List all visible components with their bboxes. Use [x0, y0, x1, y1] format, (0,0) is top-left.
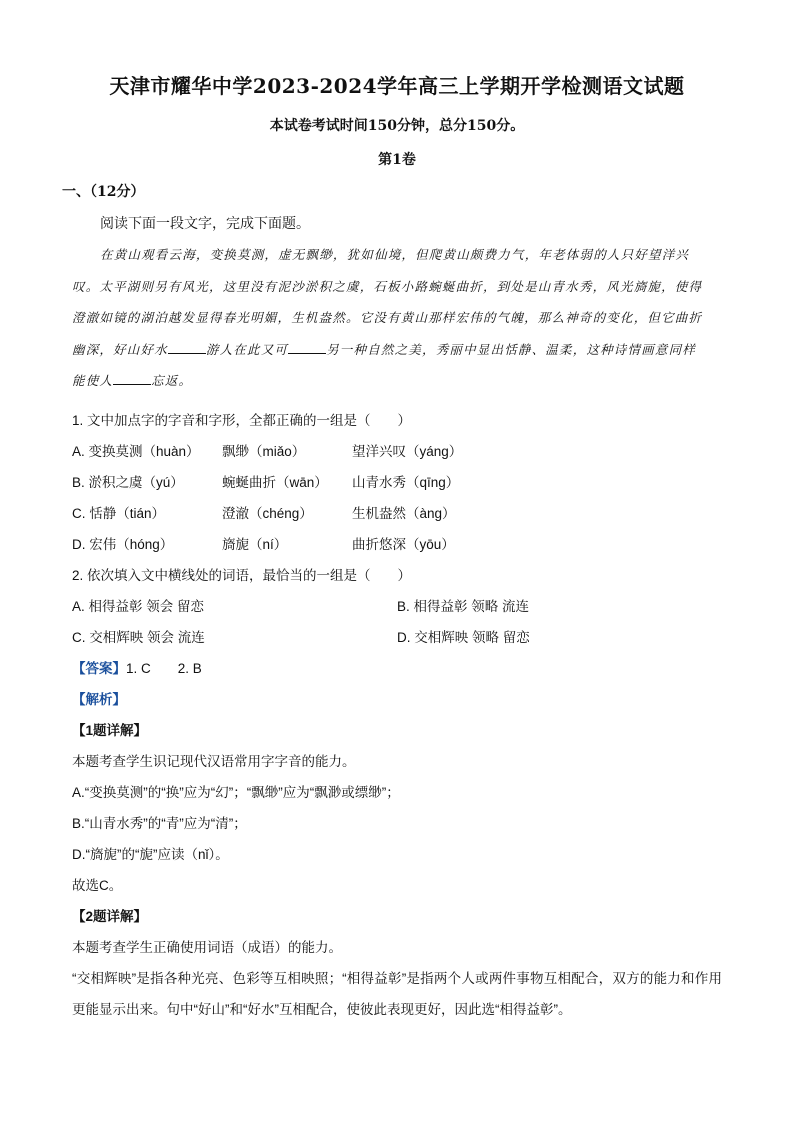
q2-option-c: C. 交相辉映 领会 流连 — [72, 629, 205, 645]
passage-fragment: 能使人 — [72, 373, 114, 388]
instruction: 阅读下面一段文字，完成下面题。 — [100, 216, 310, 232]
passage-line: 澄澈如镜的湖泊越发显得春光明媚，生机盎然。它没有黄山那样宏伟的气魄，那么神奇的变化，但它曲折 — [72, 310, 703, 325]
fill-blank-3 — [113, 372, 151, 385]
page-title: 天津市耀华中学2023-2024学年高三上学期开学检测语文试题 — [109, 74, 685, 98]
section-heading: 一、（12分） — [62, 184, 145, 200]
option-part: 望洋兴叹（yáng） — [352, 443, 463, 459]
passage-fragment: 忘返。 — [151, 373, 193, 388]
option-part: B. 淤积之虞（yú） — [72, 474, 184, 490]
detail-1-text: 故选C。 — [72, 877, 123, 893]
passage-line: 叹。太平湖则另有风光，这里没有泥沙淤积之虞，石板小路蜿蜒曲折，到处是山青水秀，风光旖旎，使得 — [72, 278, 703, 294]
passage-fragment: 幽深，好山好水 — [72, 341, 168, 357]
answer-line — [72, 653, 722, 684]
question-2-stem: 2. 依次填入文中横线处的词语，最恰当的一组是（ ） — [72, 567, 412, 583]
detail-2-explanation: “交相辉映”是指各种光亮、色彩等互相映照；“相得益彰”是指两个人或两件事物互相配合，双方的能力和作用更能显示出来。句中“好山”和“好水”互相配合，使彼此表现更好，因此选“相得益彰”。 — [72, 970, 722, 1017]
q2-options-row-2 — [72, 622, 722, 653]
option-part: 旖旎（ní） — [222, 536, 288, 552]
option-part: 蜿蜒曲折（wān） — [222, 474, 328, 490]
detail-2-text: 本题考查学生正确使用词语（成语）的能力。 — [72, 939, 342, 955]
q1-option-a — [72, 436, 722, 467]
q2-options-row-1 — [72, 591, 722, 622]
question-1-stem: 1. 文中加点字的字音和字形，全都正确的一组是（ ） — [72, 412, 412, 428]
option-part: C. 恬静（tián） — [72, 505, 166, 521]
passage-fragment: 游人在此又可 — [205, 341, 289, 357]
reading-passage — [72, 239, 722, 397]
analysis-tag: 【解析】 — [72, 691, 126, 707]
option-part: 曲折悠深（yōu） — [352, 536, 455, 552]
q1-option-b — [72, 467, 722, 498]
answer-text: 1. C 2. B — [126, 660, 202, 676]
passage-line — [72, 365, 722, 397]
fill-blank-2 — [288, 341, 326, 354]
detail-2-heading: 【2题详解】 — [72, 908, 148, 924]
detail-1-text: 本题考查学生识记现代汉语常用字字音的能力。 — [72, 753, 356, 769]
passage-line — [72, 334, 722, 366]
detail-1-text: B.“山青水秀”的“青”应为“清”； — [72, 815, 247, 831]
exam-info: 本试卷考试时间150分钟，总分150分。 — [269, 118, 525, 134]
passage-fragment: 另一种自然之美，秀丽中显出恬静、温柔，这种诗情画意同样 — [326, 341, 697, 357]
option-part: 山青水秀（qīng） — [352, 474, 460, 490]
q1-option-c — [72, 498, 722, 529]
detail-1-text: D.“旖旎”的“旎”应读（nǐ）。 — [72, 846, 229, 862]
q2-option-b: B. 相得益彰 领略 流连 — [397, 598, 530, 614]
q1-option-d — [72, 529, 722, 560]
passage-line: 在黄山观看云海，变换莫测，虚无飘缈，犹如仙境，但爬黄山颇费力气，年老体弱的人只好望洋兴 — [100, 247, 690, 262]
detail-1-text: A.“变换莫测”的“换”应为“幻”；“飘缈”应为“飘渺或缥缈”； — [72, 784, 400, 800]
option-part: A. 变换莫测（huàn） — [72, 443, 200, 459]
option-part: 飘缈（miǎo） — [222, 443, 306, 459]
detail-1-heading: 【1题详解】 — [72, 722, 148, 738]
q2-option-d: D. 交相辉映 领略 留恋 — [397, 629, 530, 645]
answer-tag: 【答案】 — [72, 660, 126, 676]
q2-option-a: A. 相得益彰 领会 留恋 — [72, 598, 205, 614]
option-part: D. 宏伟（hóng） — [72, 536, 174, 552]
option-part: 生机盎然（àng） — [352, 505, 456, 521]
option-part: 澄澈（chéng） — [222, 505, 313, 521]
fill-blank-1 — [168, 341, 206, 354]
volume-heading: 第1卷 — [378, 152, 416, 168]
